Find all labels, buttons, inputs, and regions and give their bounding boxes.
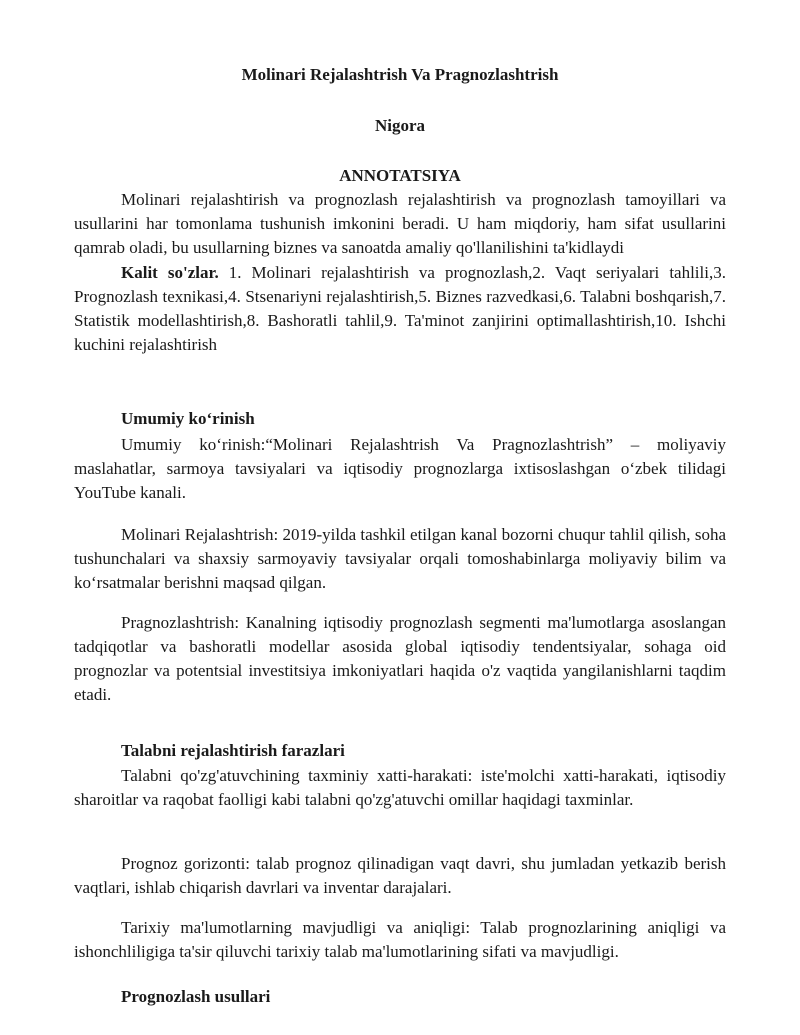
forecasting-paragraph: Pragnozlashtrish: Kanalning iqtisodiy prognozlash segmenti ma'lumotlarga asoslangan tadqiqotlar va bashoratli modellar asosida global iqtisodiy tendentsiyalar, sohaga oid prognozlar va potentsial investitsiya imkoniyatlari haqida o'z vaqtida yangilanishlarni taqdim etadi.	[74, 613, 726, 704]
document-title: Molinari Rejalashtrish Va Pragnozlashtrish	[241, 65, 559, 84]
document-author: Nigora	[374, 116, 426, 135]
annotation-paragraph: Molinari rejalashtirish va prognozlash rejalashtirish va prognozlash tamoyillari va usullarini har tomonlama tushunish imkonini beradi. U ham miqdoriy, ham sifat usullarini qamrab oladi, bu usullarning biznes va sanoatda amaliy qo'llanilishini ta'kidlaydi	[74, 190, 726, 257]
overview-paragraph: Umumiy ko‘rinish:“Molinari Rejalashtrish Va Pragnozlashtrish” – moliyaviy maslahatlar, sarmoya tavsiyalari va iqtisodiy prognozlarga ixtisoslashgan o‘zbek tilidagi YouTube kanali.	[74, 435, 726, 502]
keywords-label: Kalit so'zlar.	[121, 263, 219, 282]
annotation-heading: ANNOTATSIYA	[339, 166, 461, 185]
section-heading-forecasting-methods: Prognozlash usullari	[121, 987, 271, 1006]
section-heading-overview: Umumiy ko‘rinish	[121, 409, 255, 428]
demand-driver-paragraph: Talabni qo'zg'atuvchining taxminiy xatti-harakati: iste'molchi xatti-harakati, iqtisodiy sharoitlar va raqobat faolligi kabi talabni qo'zg'atuvchi omillar haqidagi taxminlar.	[74, 766, 726, 809]
molinari-paragraph: Molinari Rejalashtrish: 2019-yilda tashkil etilgan kanal bozorni chuqur tahlil qilish, soha tushunchalari va shaxsiy sarmoyaviy tavsiyalar orqali tomoshabinlarga moliyaviy bilim va ko‘rsatmalar berishni maqsad qilgan.	[74, 525, 726, 592]
keywords-text: 1. Molinari rejalashtirish va prognozlash,2. Vaqt seriyalari tahlili,3. Prognozlash texnikasi,4. Stsenariyni rejalashtirish,5. Biznes razvedkasi,6. Talabni boshqarish,7. Statistik modellashtirish,8. Bashoratli tahlil,9. Ta'minot zanjirini optimallashtirish,10. Ishchi kuchini rejalashtirish	[74, 263, 726, 354]
forecast-horizon-paragraph: Prognoz gorizonti: talab prognoz qilinadigan vaqt davri, shu jumladan yetkazib berish vaqtlari, ishlab chiqarish davrlari va inventar darajalari.	[74, 854, 726, 897]
section-heading-demand-planning: Talabni rejalashtirish farazlari	[121, 741, 345, 760]
keywords-paragraph	[74, 261, 726, 357]
historical-data-paragraph: Tarixiy ma'lumotlarning mavjudligi va aniqligi: Talab prognozlarining aniqligi va ishonchliligiga ta'sir qiluvchi tarixiy talab ma'lumotlarining sifati va mavjudligi.	[74, 918, 726, 961]
